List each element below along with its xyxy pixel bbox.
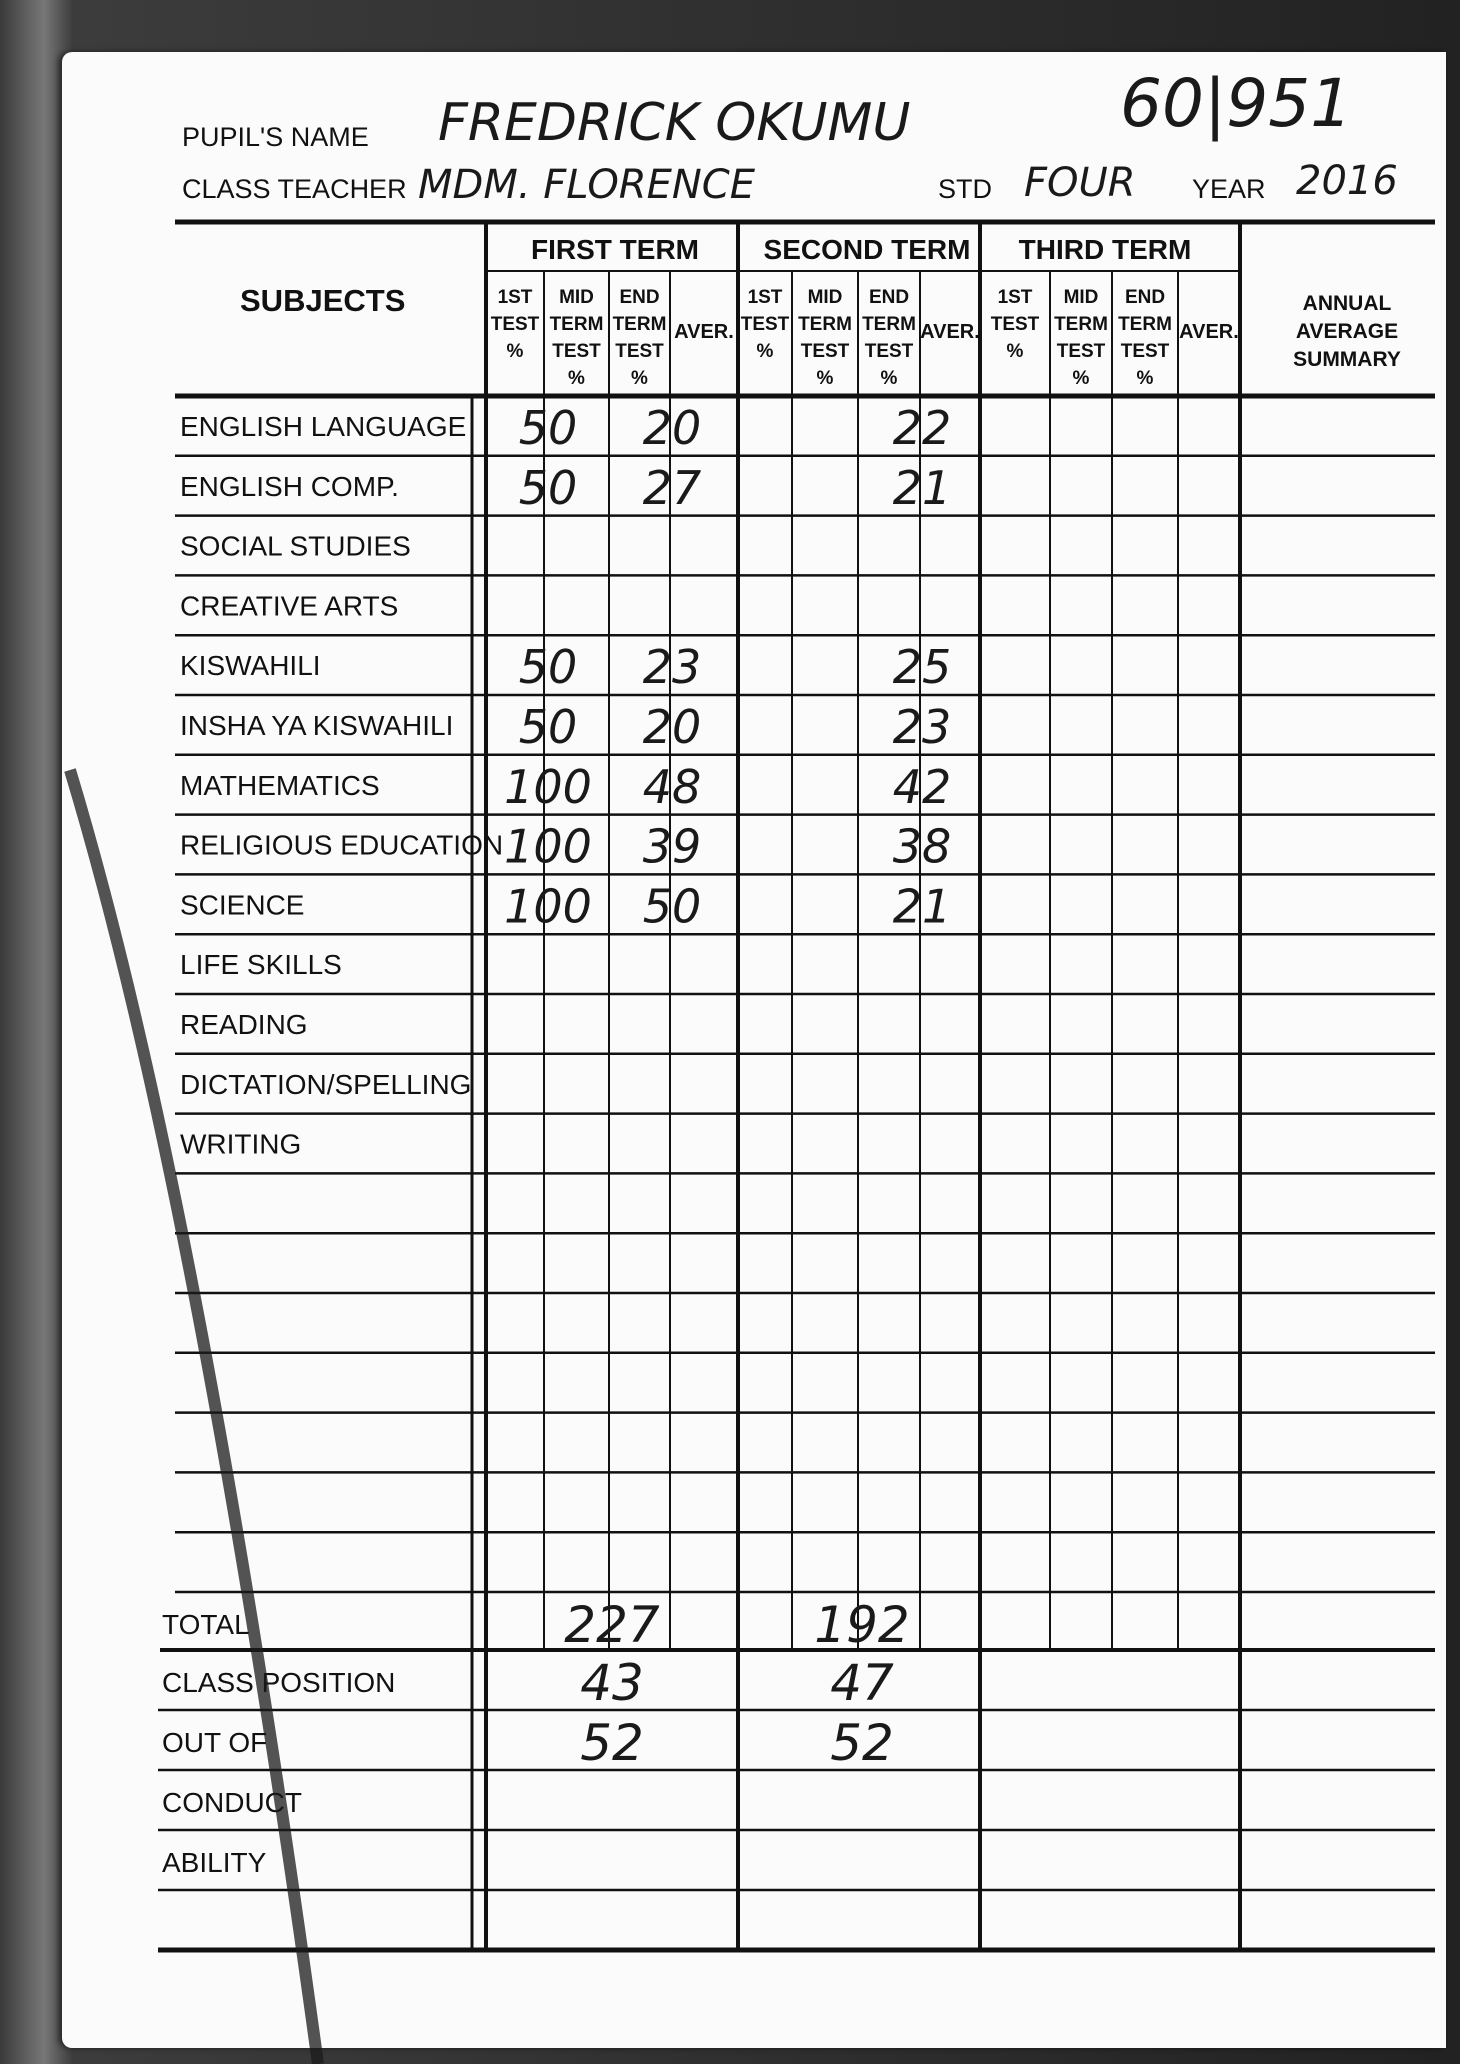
second-term-header: SECOND TERM bbox=[763, 234, 971, 265]
first-term-total-marks: 50 bbox=[518, 700, 578, 754]
pupil-number: 60|951 bbox=[1120, 65, 1353, 142]
first-term-total-marks: 100 bbox=[504, 759, 592, 814]
annual-header-line2: AVERAGE bbox=[1295, 320, 1399, 343]
first-term-total-marks: 100 bbox=[504, 819, 592, 874]
first-term-summary-value: 43 bbox=[580, 1654, 644, 1712]
first-term-header: FIRST TERM bbox=[531, 234, 699, 265]
second-term-summary-value: 47 bbox=[830, 1654, 894, 1712]
subject-name: MATHEMATICS bbox=[180, 769, 380, 801]
mid-subheader: TEST bbox=[1056, 341, 1106, 362]
subject-name: INSHA YA KISWAHILI bbox=[180, 710, 454, 741]
end-subheader: % bbox=[1136, 368, 1154, 389]
test1-subheader: % bbox=[506, 341, 524, 362]
footer-label: CONDUCT bbox=[162, 1787, 302, 1818]
first-term-summary-value: 227 bbox=[564, 1596, 660, 1654]
test1-subheader: TEST bbox=[490, 314, 540, 335]
footer-label: ABILITY bbox=[162, 1847, 267, 1878]
class-teacher-value: MDM. FLORENCE bbox=[418, 162, 755, 208]
year-value: 2016 bbox=[1296, 158, 1398, 204]
mid-subheader: % bbox=[816, 368, 834, 389]
first-term-summary-value: 52 bbox=[580, 1714, 644, 1772]
footer-label: TOTAL bbox=[162, 1609, 250, 1640]
test1-subheader: % bbox=[756, 341, 774, 362]
second-term-end-score: 23 bbox=[892, 700, 952, 754]
first-term-end-score: 20 bbox=[642, 401, 702, 455]
end-subheader: TERM bbox=[862, 314, 916, 335]
first-term-total-marks: 50 bbox=[518, 640, 578, 695]
test1-subheader: TEST bbox=[990, 314, 1040, 335]
mid-subheader: MID bbox=[807, 287, 843, 308]
subject-name: CREATIVE ARTS bbox=[180, 590, 399, 622]
first-term-total-marks: 50 bbox=[518, 401, 578, 455]
subject-name: RELIGIOUS EDUCATION bbox=[180, 829, 504, 861]
end-subheader: TEST bbox=[615, 341, 664, 362]
aver-subheader: AVER. bbox=[920, 321, 980, 343]
first-term-end-score: 39 bbox=[642, 819, 702, 874]
mid-subheader: TERM bbox=[798, 314, 852, 335]
subject-name: READING bbox=[180, 1009, 308, 1040]
mid-subheader: TEST bbox=[552, 341, 601, 362]
first-term-end-score: 48 bbox=[642, 759, 702, 814]
end-subheader: TERM bbox=[612, 314, 667, 335]
second-term-summary-value: 52 bbox=[830, 1714, 894, 1772]
second-term-end-score: 25 bbox=[892, 640, 952, 695]
test1-subheader: 1ST bbox=[997, 287, 1033, 308]
year-label: YEAR bbox=[1192, 174, 1266, 204]
column-subheaders bbox=[491, 287, 1239, 389]
end-subheader: TERM bbox=[1118, 314, 1172, 335]
aver-subheader: AVER. bbox=[674, 321, 734, 343]
end-subheader: END bbox=[619, 287, 660, 308]
annual-header-line1: ANNUAL bbox=[1302, 292, 1392, 315]
first-term-end-score: 20 bbox=[642, 700, 702, 754]
subject-name: SCIENCE bbox=[180, 889, 305, 921]
pupil-name-value: FREDRICK OKUMU bbox=[438, 93, 911, 153]
first-term-total-marks: 100 bbox=[504, 879, 592, 934]
end-subheader: END bbox=[1124, 287, 1166, 308]
first-term-total-marks: 50 bbox=[518, 460, 578, 515]
second-term-summary-value: 192 bbox=[814, 1596, 910, 1654]
mid-subheader: TERM bbox=[1054, 314, 1108, 335]
mid-subheader: TERM bbox=[549, 314, 604, 335]
end-subheader: % bbox=[880, 368, 898, 389]
subjects-header: SUBJECTS bbox=[240, 283, 406, 318]
class-teacher-label: CLASS TEACHER bbox=[182, 174, 407, 204]
first-term-end-score: 23 bbox=[642, 640, 702, 695]
mid-subheader: TEST bbox=[800, 341, 850, 362]
end-subheader: % bbox=[631, 368, 648, 389]
subject-name: ENGLISH COMP. bbox=[180, 470, 399, 502]
subject-name: DICTATION/SPELLING bbox=[180, 1068, 472, 1100]
annual-header-line3: SUMMARY bbox=[1293, 348, 1401, 371]
mid-subheader: MID bbox=[559, 287, 594, 308]
first-term-end-score: 27 bbox=[642, 460, 702, 515]
std-label: STD bbox=[938, 174, 992, 204]
end-subheader: END bbox=[868, 287, 910, 308]
subject-name: ENGLISH LANGUAGE bbox=[180, 411, 467, 442]
first-term-end-score: 50 bbox=[642, 879, 702, 934]
pupil-name-label: PUPIL'S NAME bbox=[182, 122, 369, 152]
mid-subheader: MID bbox=[1063, 287, 1099, 308]
footer-label: OUT OF bbox=[162, 1727, 268, 1758]
test1-subheader: TEST bbox=[740, 314, 790, 335]
test1-subheader: 1ST bbox=[497, 287, 533, 308]
third-term-header: THIRD TERM bbox=[1018, 234, 1192, 265]
second-term-end-score: 38 bbox=[892, 819, 952, 874]
end-subheader: TEST bbox=[1120, 341, 1170, 362]
footer-label: CLASS POSITION bbox=[162, 1667, 396, 1698]
aver-subheader: AVER. bbox=[1179, 321, 1239, 343]
test1-subheader: 1ST bbox=[747, 287, 783, 308]
subject-name: LIFE SKILLS bbox=[180, 949, 342, 981]
second-term-end-score: 42 bbox=[892, 759, 952, 814]
test1-subheader: % bbox=[1006, 341, 1024, 362]
subject-name: KISWAHILI bbox=[180, 650, 321, 682]
second-term-end-score: 21 bbox=[892, 460, 952, 515]
mid-subheader: % bbox=[1072, 368, 1090, 389]
mid-subheader: % bbox=[568, 368, 585, 389]
end-subheader: TEST bbox=[864, 341, 914, 362]
std-value: FOUR bbox=[1024, 160, 1136, 206]
second-term-end-score: 22 bbox=[892, 401, 952, 455]
subject-name: WRITING bbox=[180, 1128, 302, 1160]
subject-name: SOCIAL STUDIES bbox=[180, 530, 411, 562]
second-term-end-score: 21 bbox=[892, 879, 952, 934]
